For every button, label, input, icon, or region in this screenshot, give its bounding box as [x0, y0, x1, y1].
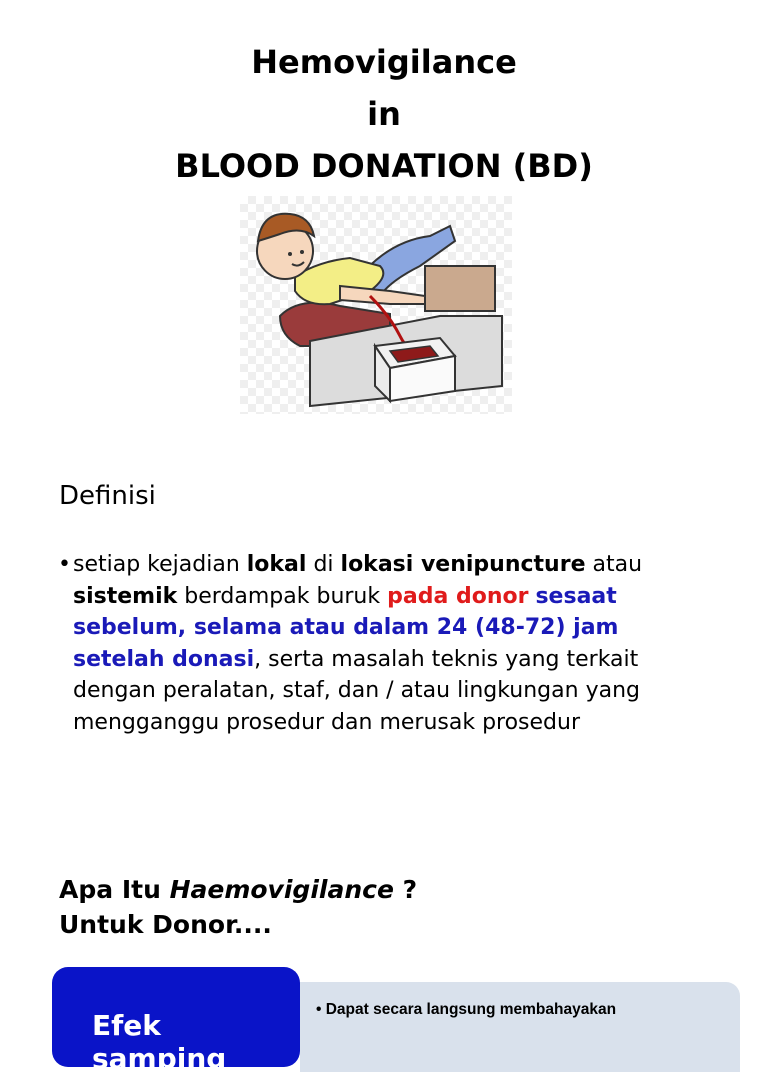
side-effect-card: [52, 967, 300, 1075]
side-effect-label: Efek samping: [92, 1009, 227, 1075]
title-line-1: Hemovigilance: [251, 43, 517, 81]
definition-part-2: lokal: [246, 552, 307, 577]
page-title: [0, 36, 768, 192]
definition-part-7: berdampak buruk: [177, 583, 388, 609]
title-line-3: BLOOD DONATION (BD): [175, 147, 593, 185]
definition-part-11: , serta masalah teknis yang terkait dengan peralatan, staf, dan / atau lingkungan yang mengganggu prosedur dan merusak prosedur: [73, 646, 640, 735]
definition-part-5: atau: [585, 552, 643, 577]
definition-heading: Definisi: [59, 481, 156, 511]
blood-donor-cartoon-icon: [240, 196, 512, 414]
blood-donation-illustration: [240, 196, 512, 414]
side-effect-detail-text: • Dapat secara langsung membahayakan: [316, 1001, 617, 1018]
definition-part-3: di: [306, 552, 341, 577]
definition-bullet: [58, 549, 708, 738]
definition-part-6: sistemik: [73, 583, 178, 609]
definition-part-1: setiap kejadian: [73, 552, 247, 577]
question-part-3: ?: [393, 875, 418, 904]
definition-text: [73, 549, 708, 738]
question-part-2: Haemovigilance: [169, 875, 394, 904]
definition-part-8: pada donor: [387, 583, 529, 609]
definition-part-4: lokasi venipuncture: [340, 552, 586, 577]
question-line-2: Untuk Donor....: [59, 910, 272, 939]
definition-part-10: sesaat sebelum, selama atau dalam 24 (48-72) jam setelah donasi: [73, 583, 619, 672]
question-part-1: Apa Itu: [59, 875, 170, 904]
side-effect-detail-card: [300, 982, 740, 1072]
question-line-1: [59, 872, 417, 907]
title-line-2: in: [367, 95, 401, 133]
question-heading: [59, 872, 417, 942]
bullet-dot: •: [58, 552, 71, 577]
